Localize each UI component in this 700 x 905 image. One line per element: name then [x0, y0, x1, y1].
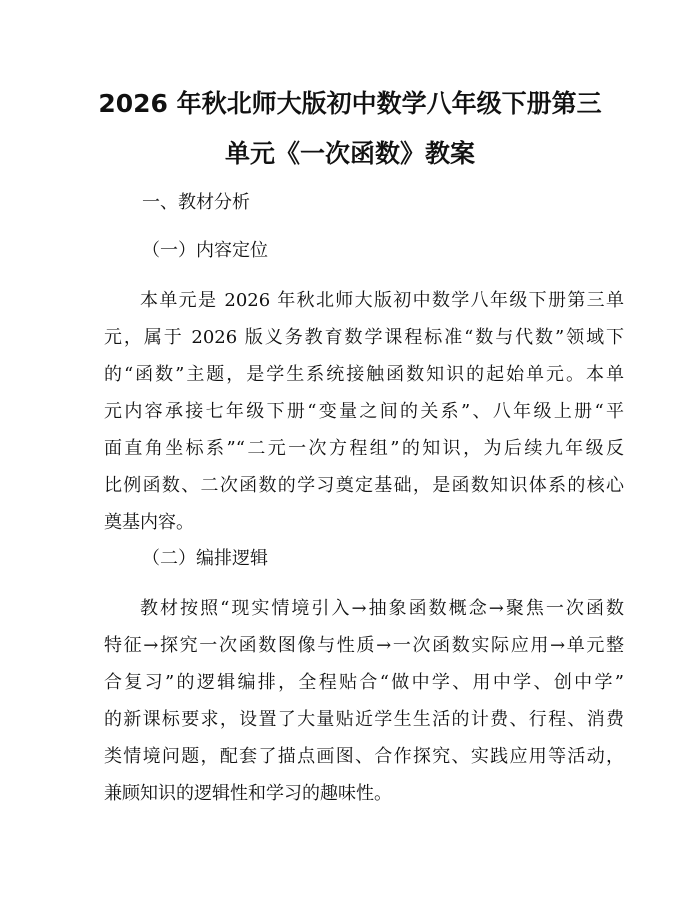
paragraph-line: 合复习”的逻辑编排，全程贴合“做中学、用中学、创中学”	[104, 672, 624, 693]
subsection-heading-content-positioning: （一）内容定位	[142, 240, 268, 261]
paragraph-line: 教材按照“现实情境引入→抽象函数概念→聚焦一次函数	[140, 598, 624, 619]
document-title-line-2: 单元《一次函数》教案	[224, 139, 475, 168]
paragraph-line: 特征→探究一次函数图像与性质→一次函数实际应用→单元整	[104, 635, 624, 656]
paragraph-line: 兼顾知识的逻辑性和学习的趣味性。	[104, 783, 392, 804]
section-heading-textbook-analysis: 一、教材分析	[142, 192, 250, 213]
paragraph-content-positioning	[104, 282, 624, 541]
paragraph-line: 的新课标要求，设置了大量贴近学生生活的计费、行程、消费	[104, 709, 624, 730]
paragraph-line: 奠基内容。	[104, 512, 194, 533]
paragraph-line: 面直角坐标系”“二元一次方程组”的知识，为后续九年级反	[104, 438, 624, 459]
paragraph-line: 元，属于 2026 版义务教育数学课程标准“数与代数”领域下	[104, 327, 624, 348]
paragraph-line: 本单元是 2026 年秋北师大版初中数学八年级下册第三单	[140, 290, 624, 311]
document-title-line-1: 2026 年秋北师大版初中数学八年级下册第三	[98, 89, 602, 118]
paragraph-line: 元内容承接七年级下册“变量之间的关系”、八年级上册“平	[104, 401, 624, 422]
subsection-heading-arrangement-logic: （二）编排逻辑	[142, 548, 268, 569]
paragraph-line: 的“函数”主题，是学生系统接触函数知识的起始单元。本单	[104, 364, 624, 385]
paragraph-line: 比例函数、二次函数的学习奠定基础，是函数知识体系的核心	[104, 475, 624, 496]
paragraph-line: 类情境问题，配套了描点画图、合作探究、实践应用等活动，	[104, 746, 624, 767]
paragraph-arrangement-logic	[104, 590, 624, 812]
